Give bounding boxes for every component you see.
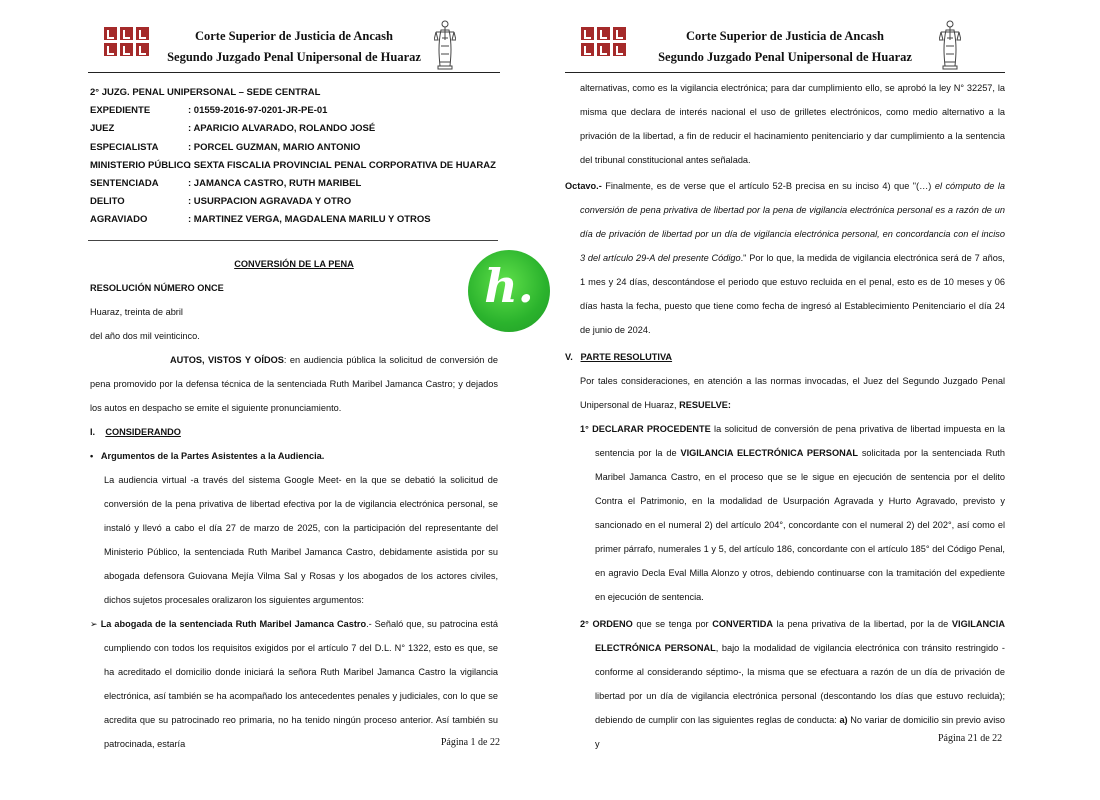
arrow-item-title: La abogada de la sentenciada Ruth Maribel Jamanca Castro	[100, 619, 367, 629]
case-row	[90, 157, 496, 175]
item-1-text: la solicitud de conversión de pena privativa de libertad impuesta en la sentencia por la de	[595, 424, 1006, 458]
court-subname: Segundo Juzgado Penal Unipersonal de Huaraz	[658, 50, 912, 64]
arrow-item-text: .- Señaló que, su patrocina está cumpliendo con todos los requisitos exigidos por el artículo 7 del D.L. N° 1322, esto es que, se ha acreditado el domicilio donde iniciará la señora Ruth Maribel Jamanca Castro la vigilancia electrónica, así también se ha acompañado los antecedentes penales y judiciales, con lo que se acredita que su patrocinado reo primaria, no ha tenido ningún proceso anterior. Así también su patrocinada, estaría	[104, 619, 498, 749]
item-2-text-d: No variar de domicilio sin previo aviso y	[595, 715, 1005, 749]
case-row	[90, 139, 496, 157]
case-value: : APARICIO ALVARADO, ROLANDO JOSÉ	[188, 123, 376, 135]
rule-a-label: a)	[839, 715, 848, 725]
arrow-item	[90, 612, 498, 756]
page-header	[565, 14, 1005, 73]
document-page-21	[565, 0, 1005, 800]
section-title: CONVERSIÓN DE LA PENA	[234, 259, 354, 269]
item-2-converted: CONVERTIDA	[712, 619, 774, 629]
court-subname: Segundo Juzgado Penal Unipersonal de Huaraz	[167, 50, 421, 64]
hearing-paragraph: La audiencia virtual -a través del sistema Google Meet- en la que se debatió la solicitud de conversión de la pena privativa de libertad efectiva por la de vigilancia electrónica personal, se instaló y llevó a cabo el día 27 de marzo de 2025, con la participación del representante del Ministerio Público, la sentenciada Ruth Maribel Jamanca Castro, debidamente asistida por su abogada defensora Guiovana Mejía Vilma Sal y Rosas y los abogados de los actores civiles, dichos sujetos procesales oralizaron los siguientes argumentos:	[104, 475, 498, 605]
case-label: DELITO	[90, 196, 125, 208]
case-court-row	[90, 84, 496, 102]
item-2-text: que se tenga por	[632, 619, 713, 629]
h-logo-watermark	[468, 250, 550, 332]
item-2-verdict: ORDENO	[592, 619, 633, 629]
document-page-1	[88, 0, 500, 800]
page1-body	[90, 252, 498, 756]
case-row	[90, 193, 496, 211]
autos-paragraph	[90, 348, 498, 420]
case-row	[90, 175, 496, 193]
case-value: : MARTINEZ VERGA, MAGDALENA MARILU Y OTROS	[188, 214, 431, 226]
octavo-text-end: ." Por lo que, la medida de vigilancia electrónica será de 7 años, 1 mes y 24 días, descontándose el periodo que estuvo recluida en el penal, esto es de 10 meses y 06 días hasta la fecha, puesto que tiene como fecha de ingresó al Establecimiento Penitenciario el día 24 de junio de 2024.	[580, 253, 1005, 335]
case-value: : JAMANCA CASTRO, RUTH MARIBEL	[188, 178, 362, 190]
continuation-paragraph: alternativas, como es la vigilancia electrónica; para dar cumplimiento ello, se aprobó la ley N° 32257, la misma que declara de interés nacional el uso de grilletes electrónicos, como medio alternativo a la privación de la libertad, a fin de reducir el hacinamiento penitenciario y dar cumplimiento a la sentencia del tribunal constitucional antes señalada.	[580, 83, 1005, 165]
case-row	[90, 120, 496, 138]
item-number: 1°	[580, 424, 589, 434]
bullet-item	[90, 444, 498, 468]
resolution-item-1	[580, 417, 1005, 609]
octavo-label: Octavo.-	[565, 181, 602, 191]
item-1-verdict: DECLARAR PROCEDENTE	[592, 424, 711, 434]
item-2-text-b: la pena privativa de la libertad, por la de	[773, 619, 952, 629]
separator-line	[88, 240, 498, 241]
bullet-icon: •	[90, 451, 101, 461]
date-line-2: del año dos mil veinticinco.	[90, 331, 200, 341]
page-header	[88, 14, 500, 73]
considerando-number: I.	[90, 427, 96, 437]
case-value: : SEXTA FISCALIA PROVINCIAL PENAL CORPORATIVA DE HUARAZ	[188, 159, 496, 171]
justice-statue-icon	[939, 18, 961, 70]
logo-letter: h.	[484, 259, 534, 313]
justice-statue-icon	[434, 18, 456, 70]
case-label: ESPECIALISTA	[90, 141, 159, 153]
case-label: EXPEDIENTE	[90, 105, 151, 117]
item-1-measure: VIGILANCIA ELECTRÓNICA PERSONAL	[680, 448, 858, 458]
case-value: : USURPACION AGRAVADA Y OTRO	[188, 196, 352, 208]
item-number: 2°	[580, 619, 589, 629]
case-label: AGRAVIADO	[90, 214, 148, 226]
section-v-title: PARTE RESOLUTIVA	[580, 352, 673, 362]
arrow-bullet-icon: ➢	[90, 619, 101, 629]
octavo-quote: el cómputo de la conversión de pena privativa de libertad por la pena de vigilancia electrónica personal es a razón de un día de privación de libertad por un día de vigilancia electrónica personal, en concordancia con el inciso 3 del artículo 29-A del presente Código	[580, 181, 1006, 263]
resolutive-intro	[580, 369, 1005, 417]
resuelve-label: RESUELVE:	[679, 400, 731, 410]
court-name: Corte Superior de Justicia de Ancash	[194, 29, 394, 43]
item-1-text-end: solicitada por la sentenciada Ruth Maribel Jamanca Castro, en el proceso que se le sigue en ejecución de sentencia por el delito Contra el Patrimonio, en la modalidad de Usurpación Agravada y Hurto Agravado, previsto y sancionado en el numeral 2) del artículo 204°, concordante con el numeral 2) del 202°, así como el primer párrafo, numerales 1 y 5, del artículo 186, concordante con el artículo 185° del Código Penal, en agravio Decla Eval Milla Alonzo y otros, debiendo continuarse con la tramitación del expediente en ejecución de sentencia.	[595, 448, 1005, 602]
case-row	[90, 102, 496, 120]
case-court: 2° JUZG. PENAL UNIPERSONAL – SEDE CENTRAL	[90, 87, 321, 98]
page-number: Página 21 de 22	[938, 733, 1003, 744]
section-v-heading	[565, 345, 1005, 369]
case-label: JUEZ	[90, 123, 115, 135]
octavo-text: Finalmente, es de verse que el artículo 52-B precisa en su inciso 4) que "(…)	[601, 181, 935, 191]
case-label: MINISTERIO PÚBLICO	[90, 159, 191, 171]
item-2-text-c: , bajo la modalidad de vigilancia electrónica con tránsito restringido -conforme al considerando séptimo-, la misma que se efectuara a razón de un día de privación de libertad por un día de vigilancia electrónica personal (descontando los días que estuvo recluida); debiendo de cumplir con las siguientes reglas de conducta:	[595, 643, 1005, 725]
case-data	[90, 84, 496, 230]
court-name: Corte Superior de Justicia de Ancash	[685, 29, 885, 43]
date-line-1: Huaraz, treinta de abril	[90, 307, 183, 317]
section-v-number: V.	[565, 352, 573, 362]
case-value: : 01559-2016-97-0201-JR-PE-01	[188, 105, 328, 117]
bullet-title: Argumentos de la Partes Asistentes a la Audiencia.	[100, 451, 325, 461]
case-value: : PORCEL GUZMAN, MARIO ANTONIO	[188, 141, 361, 153]
case-row	[90, 211, 496, 229]
resolutive-intro-text: Por tales consideraciones, en atención a las normas invocadas, el Juez del Segundo Juzgado Penal Unipersonal de Huaraz,	[580, 376, 1005, 410]
octavo-paragraph	[565, 174, 1005, 342]
considerando-heading	[90, 420, 498, 444]
resolution-number: RESOLUCIÓN NÚMERO ONCE	[90, 283, 224, 293]
case-label: SENTENCIADA	[90, 178, 159, 190]
page-number: Página 1 de 22	[440, 737, 500, 748]
autos-heading: AUTOS, VISTOS Y OÍDOS	[170, 355, 284, 365]
autos-text: : en audiencia pública la solicitud de conversión de pena promovido por la defensa técnica de la sentenciada Ruth Maribel Jamanca Castro; y dejados los autos en despacho se emite el siguiente pronunciamiento.	[90, 355, 499, 413]
considerando-title: CONSIDERANDO	[105, 427, 181, 437]
item-2-measure: VIGILANCIA ELECTRÓNICA PERSONAL	[595, 619, 1005, 653]
